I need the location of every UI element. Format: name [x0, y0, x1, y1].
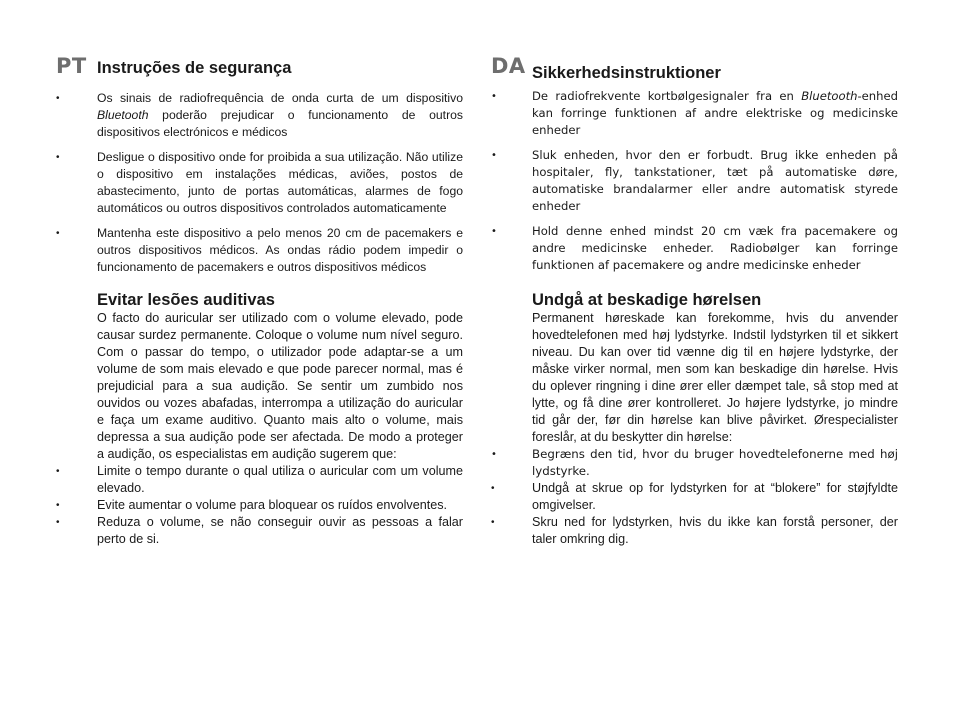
da-safety-title: Sikkerhedsinstruktioner — [532, 64, 721, 82]
da-column — [491, 54, 898, 548]
bullet-icon: • — [56, 228, 60, 239]
da-hearing-paragraph: Permanent høreskade kan forekomme, hvis du anvender hovedtelefonen med høj lydstyrke. Indstil lydstyrken til et sikkert niveau. Du kan over tid vænne dig til en højere lydstyrke, der måske virker normal, men som kan beskadige din hørelse. Hvis du oplever ringning i dine ører eller dæmpet tale, så stop med at lytte, og få dine ører kontrolleret. Jo højere lydstyrke, jo mindre tid går der, før din hørelse kan blive påvirket. Ørespecialister foreslår, at du beskytter din hørelse: — [532, 311, 898, 444]
pt-safety-item-1: • Os sinais de radiofrequência de onda curta de um dispositivo Bluetooth poderão prejudicar o funcionamento de outros dispositivos electrónicos e médicos — [56, 91, 463, 139]
pt-safety-list — [56, 90, 463, 276]
bullet-icon: • — [491, 226, 497, 237]
da-safety-item-1: • De radiofrekvente kortbølgesignaler fra en Bluetooth-enhed kan forringe funktionen af andre elektriske og medicinske enheder — [491, 89, 898, 137]
bullet-icon: • — [491, 449, 497, 460]
da-hearing-list — [491, 446, 898, 548]
bullet-icon: • — [56, 517, 60, 528]
da-safety-list — [491, 88, 898, 274]
da-header — [491, 54, 898, 84]
da-safety-item-3: • Hold denne enhed mindst 20 cm væk fra pacemakere og andre medicinske enheder. Radiobølger kan forringe funktionen af pacemakere og andre medicinske enheder — [491, 224, 898, 272]
bullet-icon: • — [491, 517, 495, 528]
da-hearing-title: Undgå at beskadige hørelsen — [532, 291, 762, 309]
pt-header — [56, 54, 463, 84]
pt-safety-item-3: • Mantenha este dispositivo a pelo menos 20 cm de pacemakers e outros dispositivos médicos. As ondas rádio podem impedir o funcionamento de pacemakers e outros dispositivos médicos — [56, 226, 463, 274]
da-safety-item-2: • Sluk enheden, hvor den er forbudt. Brug ikke enheden på hospitaler, fly, tankstationer, tæt på automatiske døre, automatiske brandalarmer eller andre automatisk styrede enheder — [491, 148, 898, 213]
bullet-icon: • — [56, 152, 60, 163]
pt-safety-item-2: • Desligue o dispositivo onde for proibida a sua utilização. Não utilize o dispositivo em instalações médicas, aviões, postos de abastecimento, junto de portas automáticas, alarmes de fogo automáticos ou outros dispositivos controlados automaticamente — [56, 150, 463, 215]
bullet-icon: • — [491, 150, 497, 161]
bullet-icon: • — [56, 500, 60, 511]
da-language-code: DA — [491, 54, 526, 78]
da-hearing-item-1: • Begræns den tid, hvor du bruger hovedtelefonerne med høj lydstyrke. — [491, 447, 898, 478]
pt-hearing-item-3: • Reduza o volume, se não conseguir ouvir as pessoas a falar perto de si. — [56, 515, 463, 546]
da-hearing-item-3: • Skru ned for lydstyrken, hvis du ikke kan forstå personer, der taler omkring dig. — [491, 515, 898, 546]
bullet-icon: • — [491, 91, 497, 102]
bullet-icon: • — [56, 93, 60, 104]
da-hearing-item-2: • Undgå at skrue op for lydstyrken for at “blokere” for støjfyldte omgivelser. — [491, 481, 898, 512]
pt-hearing-paragraph: O facto do auricular ser utilizado com o volume elevado, pode causar surdez permanente. Coloque o volume num nível seguro. Com o passar do tempo, o utilizador pode adaptar-se a um volume de som mais elevado e que pode parecer normal, mas é prejudicial para a sua audição. Se sentir um zumbido nos ouvidos ou vozes abafadas, interrompa a utilização do auricular e faça um exame auditivo. Quanto mais alto o volume, mais depressa a sua audição pode ser afectada. De modo a proteger a audição, os especialistas em audição sugerem que: — [97, 311, 463, 461]
pt-column — [56, 54, 463, 548]
pt-hearing-item-1: • Limite o tempo durante o qual utiliza o auricular com um volume elevado. — [56, 464, 463, 495]
pt-hearing-list — [56, 463, 463, 548]
pt-hearing-title: Evitar lesões auditivas — [97, 291, 275, 309]
pt-hearing-item-2: • Evite aumentar o volume para bloquear os ruídos envolventes. — [56, 498, 448, 512]
bullet-icon: • — [56, 466, 60, 477]
pt-safety-title: Instruções de segurança — [97, 59, 292, 77]
pt-language-code: PT — [56, 54, 87, 78]
bullet-icon: • — [491, 483, 495, 494]
